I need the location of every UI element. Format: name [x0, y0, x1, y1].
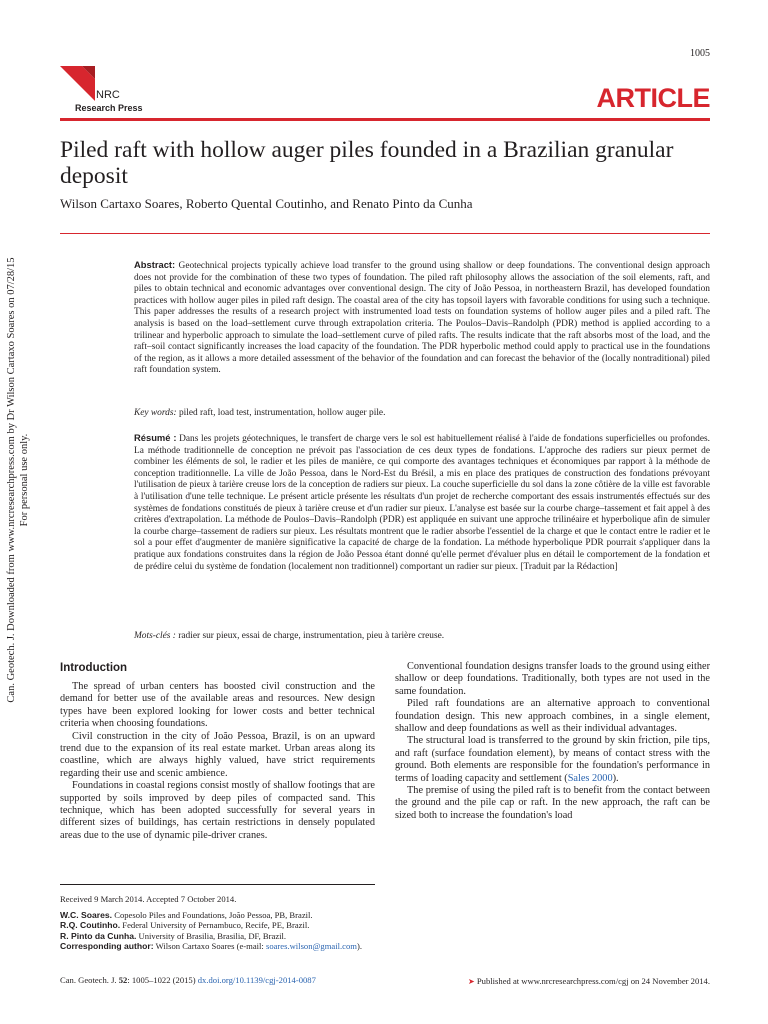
resume-text: Dans les projets géotechniques, le transfert de charge vers le sol est habituellement réalisé à l'aide de fondations superficielles ou profondes. La méthode traditionnelle de conception ne prévoit pas l'association de ces deux types de fondations. L'approche des radiers sur pieux permet de combiner les éléments de sol, le radier et les piles de manière, ce qui comporte des avantages techniques et économiques par rapport à la méthode de conception traditionnelle. La ville de João Pessoa, dans le Nord-Est du Brésil, a mis en place des pratiques de construction des fondations prévoyant l'utilisation de pieux à tarière creuse lors de la conception de radiers sur pieux. La couche superficielle du sol dans la zone côtière de la ville est favorable à l'utilisation d'une telle technique. Le présent article présente les résultats d'un projet de recherche comportant des essais instrumentés effectués sur des systèmes de fondations constitués de pieux à tarière creuse et d'un radier sur pieux. L'analyse est basée sur la courbe charge–tassement et fait appel à des critères d'extrapolation. La méthode de Poulos–Davis–Randolph (PDR) est appliquée en suivant une approche trilinéaire et hyperbolique afin de simuler la courbe charge–tassement de radiers sur pieux. Les résultats montrent que le radier absorbe l'essentiel de la charge et que le contact entre le radier et le sol a pour effet d'augmenter de manière significative la capacité de charge de la fondation. La méthode hyperbolique PDR pourrait s'appliquer dans la pratique aux fondations construites dans la région de João Pessoa étant donné qu'elle permet d'évaluer plus en détail le comportement de la fondation et de prédire celui du système de fondation (localement non traditionnel) comportant un radier sur pieux. [Traduit par la Rédaction]	[134, 434, 710, 572]
download-sidebar	[5, 240, 30, 720]
publisher-subname: Research Press	[75, 103, 143, 113]
author-list: Wilson Cartaxo Soares, Roberto Quental Coutinho, and Renato Pinto da Cunha	[60, 196, 473, 211]
affiliation: R.Q. Coutinho. Federal University of Pernambuco, Recife, PE, Brazil.	[60, 920, 310, 931]
abstract	[134, 259, 710, 377]
sidebar-download-line: Can. Geotech. J. Downloaded from www.nrcresearchpress.com by Dr Wilson Cartaxo Soares on 07/28/15	[6, 257, 17, 703]
paragraph: Conventional foundation designs transfer loads to the ground using either shallow or deep foundations. Traditionally, both types are not used in the same foundation.	[395, 661, 710, 697]
mots-cles-text: radier sur pieux, essai de charge, instrumentation, pieu à tarière creuse.	[178, 631, 445, 641]
reference-link-sales-2000[interactable]: Sales 2000	[567, 772, 613, 784]
sidebar-personal-use-line: For personal use only.	[19, 433, 30, 527]
page-number: 1005	[690, 48, 710, 59]
keywords	[134, 408, 710, 420]
author-rule	[60, 233, 710, 234]
abstract-label: Abstract:	[134, 259, 176, 270]
paragraph: The spread of urban centers has boosted civil construction and the demand for better use of the available areas and resources. New design types have been explored looking for lower costs and better technical criteria when choosing foundations.	[60, 681, 375, 730]
header-rule	[60, 118, 710, 121]
introduction-heading: Introduction	[60, 662, 128, 674]
resume-label: Résumé :	[134, 432, 177, 443]
mots-cles	[134, 631, 710, 643]
left-column	[60, 681, 375, 842]
paragraph: Civil construction in the city of João Pessoa, Brazil, is on an upward trend due to the expansion of its real estate market. Urban areas along its coastline, which are always highly valued, have strict requirements regarding their use and scenic ambience.	[60, 730, 375, 779]
mots-cles-label: Mots-clés :	[134, 631, 176, 641]
paragraph: Piled raft foundations are an alternative approach to conventional foundation design. This new approach combines, in a single element, shallow and deep foundations as well as their individual advantages.	[395, 698, 710, 735]
arrow-right-icon: ➤	[468, 977, 475, 986]
publisher-name: NRC	[96, 89, 120, 101]
right-column	[395, 661, 710, 822]
corresponding-author: Corresponding author: Wilson Cartaxo Soares (e-mail: soares.wilson@gmail.com).	[60, 940, 362, 951]
paragraph: The structural load is transferred to the ground by skin friction, pile tips, and raft (surface foundation element), by means of contact stress with the ground. Both elements are responsible for the foundation's performance in terms of loading capacity and settlement (Sales 2000).	[395, 735, 710, 784]
citation: Can. Geotech. J. 52: 1005–1022 (2015) dx.doi.org/10.1139/cgj-2014-0087	[60, 975, 316, 985]
paper-title: Piled raft with hollow auger piles founded in a Brazilian granular deposit	[60, 137, 674, 189]
paragraph: Foundations in coastal regions consist mostly of shallow footings that are supported by soils improved by deep piles of compacted sand. This technique, which has been adopted successfully for several years in different sizes of buildings, has certain restrictions in densely populated areas due to the use of dynamic pile-driver cranes.	[60, 780, 375, 841]
footnote-rule	[60, 884, 375, 885]
published-note: ➤ Published at www.nrcresearchpress.com/cgj on 24 November 2014.	[468, 976, 710, 986]
received-dates: Received 9 March 2014. Accepted 7 October 2014.	[60, 894, 237, 904]
keywords-label: Key words:	[134, 408, 177, 418]
abstract-text: Geotechnical projects typically achieve load transfer to the ground using shallow or deep foundations. The conventional design approach does not provide for the combination of these two types of foundation. The piled raft philosophy allows the association of the soil elements, raft, and piles to obtain technical and economic advantages over conventional design. The city of João Pessoa, in northeastern Brazil, has developed foundation practices with hollow auger piles in piled raft design. The coastal area of the city has topsoil layers with favorable conditions for using such a technique. This paper addresses the results of a research project with instrumented load tests on foundation systems of hollow auger piles and a piled raft. The analysis is based on the load–settlement curve through extrapolation criteria. The Poulos–Davis–Randolph (PDR) method is applied according to a trilinear and hyperbolic approach to simulate the load–settlement curve of piled rafts. The results indicate that the raft absorbs most of the load, and the raft–soil contact significantly increases the load capacity of the foundation. The PDR hyperbolic method could apply to practical use in the foundations of the region, as it allows a more detailed assessment of the behavior of the foundation and can forecast the behavior of the (locally nontraditional) piled raft foundation system.	[134, 261, 710, 376]
keywords-text: piled raft, load test, instrumentation, hollow auger pile.	[178, 408, 386, 418]
affiliation: R. Pinto da Cunha. University of Brasilia, Brasilia, DF, Brazil.	[60, 930, 287, 941]
footnotes	[60, 894, 460, 951]
resume	[134, 432, 710, 573]
doi-link[interactable]: dx.doi.org/10.1139/cgj-2014-0087	[197, 975, 316, 985]
email-link[interactable]: soares.wilson@gmail.com	[265, 940, 357, 951]
article-type-label: ARTICLE	[596, 83, 710, 113]
affiliation: W.C. Soares. Copesolo Piles and Foundations, João Pessoa, PB, Brazil.	[60, 910, 313, 921]
paragraph: The premise of using the piled raft is to benefit from the contact between the ground and the pile cap or raft. In the new approach, the raft can be sized both to increase the foundation's load	[395, 785, 710, 821]
